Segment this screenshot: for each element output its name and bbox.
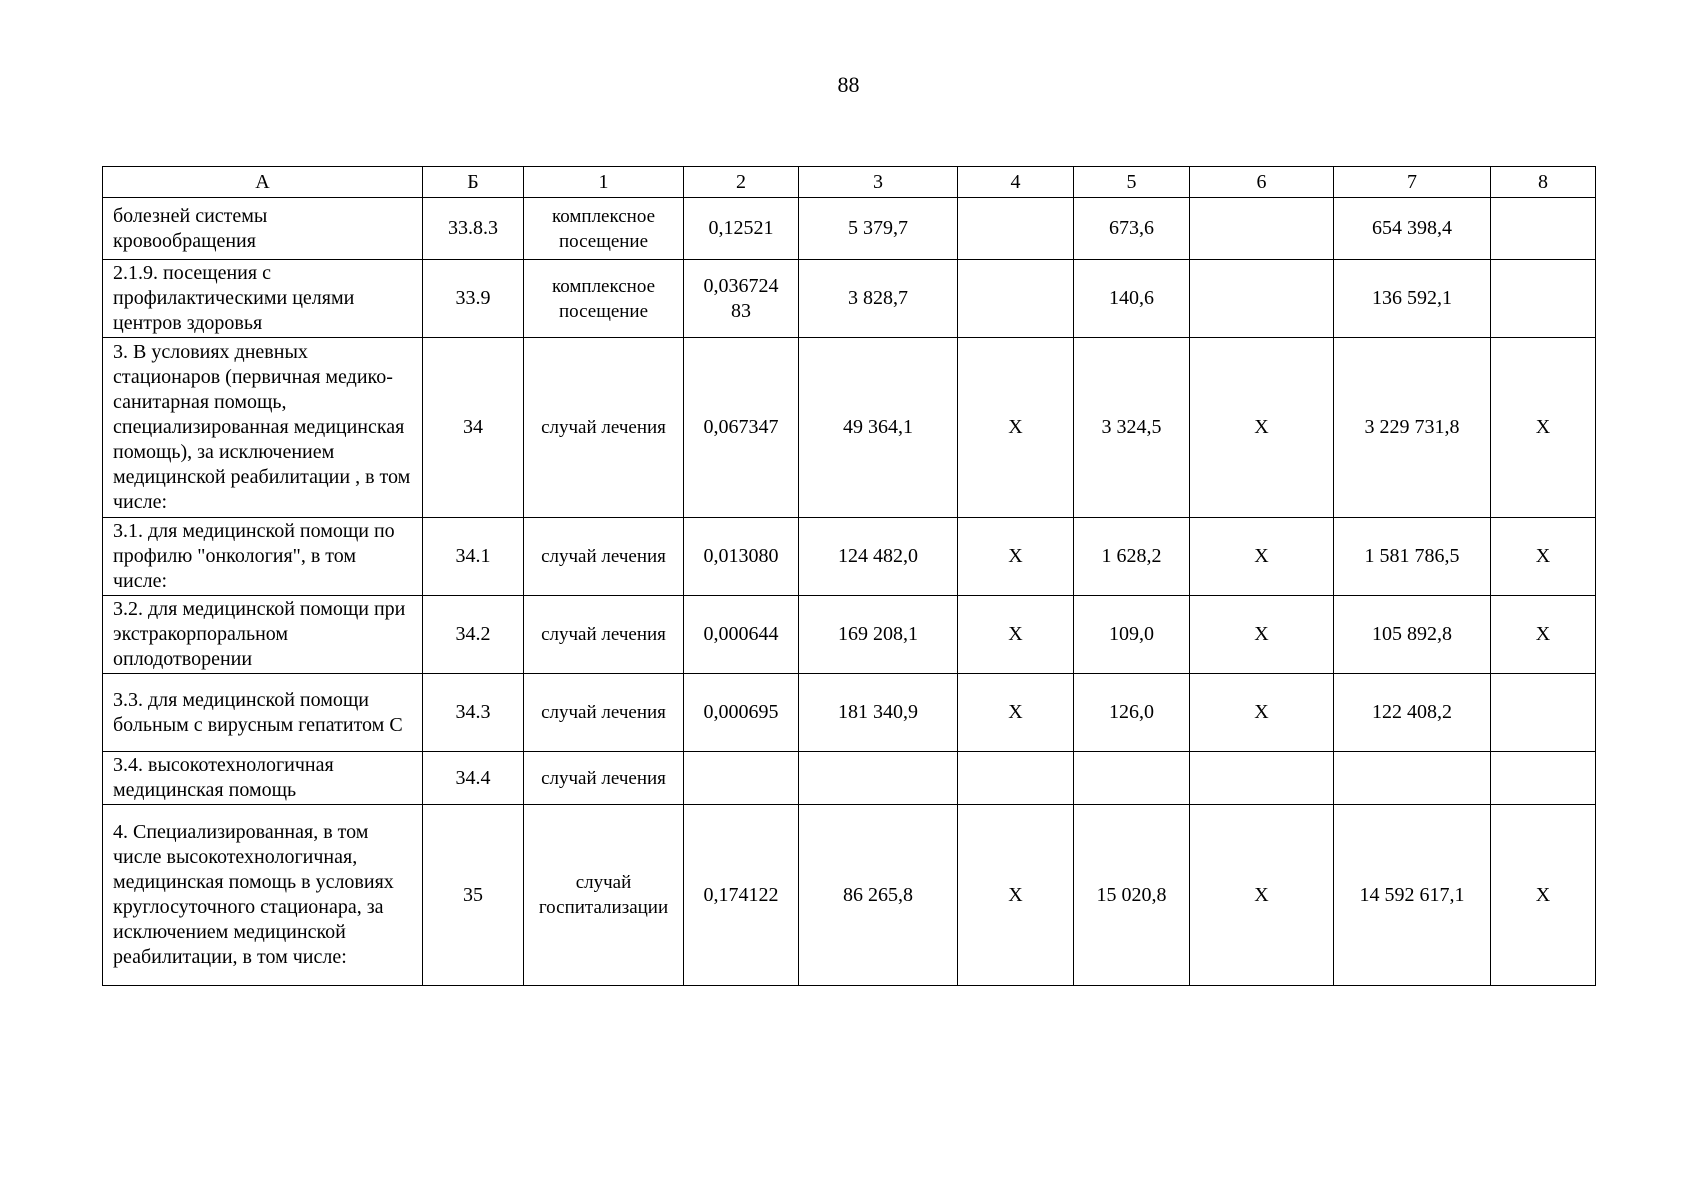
row-code: 34 — [423, 338, 524, 518]
row-value-7: 122 408,2 — [1334, 674, 1491, 752]
row-value-3 — [799, 752, 958, 805]
column-header-7: 7 — [1334, 167, 1491, 198]
row-value-7: 654 398,4 — [1334, 198, 1491, 260]
row-value-2: 0,174122 — [684, 805, 799, 986]
row-value-8 — [1491, 260, 1596, 338]
row-value-8: Х — [1491, 518, 1596, 596]
row-value-3: 86 265,8 — [799, 805, 958, 986]
row-name: 3.2. для медицинской помощи при экстракорпоральном оплодотворении — [103, 596, 423, 674]
row-value-4: Х — [958, 338, 1074, 518]
column-header-5: 5 — [1074, 167, 1190, 198]
row-code: 34.4 — [423, 752, 524, 805]
row-value-3: 49 364,1 — [799, 338, 958, 518]
row-unit: комплексное посещение — [524, 198, 684, 260]
row-unit: случай лечения — [524, 596, 684, 674]
row-value-5: 673,6 — [1074, 198, 1190, 260]
row-value-6 — [1190, 198, 1334, 260]
table-row — [103, 518, 1596, 596]
row-name: 3.4. высокотехнологичная медицинская помощь — [103, 752, 423, 805]
row-value-2: 0,036724 83 — [684, 260, 799, 338]
row-value-7: 3 229 731,8 — [1334, 338, 1491, 518]
row-value-5: 3 324,5 — [1074, 338, 1190, 518]
row-value-6 — [1190, 260, 1334, 338]
row-value-4: Х — [958, 674, 1074, 752]
row-name: 2.1.9. посещения с профилактическими целями центров здоровья — [103, 260, 423, 338]
row-value-7: 136 592,1 — [1334, 260, 1491, 338]
row-value-8 — [1491, 198, 1596, 260]
row-value-4: Х — [958, 518, 1074, 596]
row-value-8: Х — [1491, 805, 1596, 986]
row-value-7: 105 892,8 — [1334, 596, 1491, 674]
row-value-3: 3 828,7 — [799, 260, 958, 338]
row-value-4 — [958, 752, 1074, 805]
table-row — [103, 596, 1596, 674]
column-header-4: 4 — [958, 167, 1074, 198]
row-value-2: 0,067347 — [684, 338, 799, 518]
data-table — [102, 166, 1596, 986]
row-value-5: 15 020,8 — [1074, 805, 1190, 986]
row-unit: случай лечения — [524, 338, 684, 518]
row-unit: случай госпитализации — [524, 805, 684, 986]
page-number: 88 — [837, 72, 860, 97]
row-code: 33.8.3 — [423, 198, 524, 260]
row-value-8: Х — [1491, 596, 1596, 674]
column-header-2: 2 — [684, 167, 799, 198]
row-value-5: 109,0 — [1074, 596, 1190, 674]
row-name: 4. Специализированная, в том числе высокотехнологичная, медицинская помощь в условиях круглосуточного стационара, за исключением медицинской реабилитации, в том числе: — [103, 805, 423, 986]
row-name: 3. В условиях дневных стационаров (первичная медико-санитарная помощь, специализированная медицинская помощь), за исключением медицинской реабилитации , в том числе: — [103, 338, 423, 518]
column-header-b: Б — [423, 167, 524, 198]
row-value-8 — [1491, 674, 1596, 752]
row-value-5: 140,6 — [1074, 260, 1190, 338]
row-unit: случай лечения — [524, 674, 684, 752]
row-value-5: 126,0 — [1074, 674, 1190, 752]
column-header-1: 1 — [524, 167, 684, 198]
row-unit: комплексное посещение — [524, 260, 684, 338]
row-value-6: Х — [1190, 674, 1334, 752]
column-header-8: 8 — [1491, 167, 1596, 198]
row-value-5 — [1074, 752, 1190, 805]
row-value-6 — [1190, 752, 1334, 805]
row-code: 35 — [423, 805, 524, 986]
row-value-8: Х — [1491, 338, 1596, 518]
column-header-a: А — [103, 167, 423, 198]
table-row — [103, 752, 1596, 805]
header-row — [103, 167, 1596, 198]
row-value-4 — [958, 198, 1074, 260]
row-code: 34.2 — [423, 596, 524, 674]
row-unit: случай лечения — [524, 518, 684, 596]
table-row — [103, 805, 1596, 986]
row-value-7: 14 592 617,1 — [1334, 805, 1491, 986]
table-row — [103, 338, 1596, 518]
row-value-7 — [1334, 752, 1491, 805]
row-code: 33.9 — [423, 260, 524, 338]
row-code: 34.3 — [423, 674, 524, 752]
row-value-5: 1 628,2 — [1074, 518, 1190, 596]
row-value-4 — [958, 260, 1074, 338]
row-value-6: Х — [1190, 596, 1334, 674]
row-value-6: Х — [1190, 805, 1334, 986]
row-value-4: Х — [958, 805, 1074, 986]
row-value-6: Х — [1190, 338, 1334, 518]
table-row — [103, 198, 1596, 260]
row-unit: случай лечения — [524, 752, 684, 805]
row-value-2: 0,013080 — [684, 518, 799, 596]
row-name: болезней системы кровообращения — [103, 198, 423, 260]
row-value-7: 1 581 786,5 — [1334, 518, 1491, 596]
row-value-3: 124 482,0 — [799, 518, 958, 596]
row-value-2: 0,000695 — [684, 674, 799, 752]
column-header-6: 6 — [1190, 167, 1334, 198]
row-value-3: 5 379,7 — [799, 198, 958, 260]
row-value-2: 0,12521 — [684, 198, 799, 260]
row-name: 3.1. для медицинской помощи по профилю "онкология", в том числе: — [103, 518, 423, 596]
column-header-3: 3 — [799, 167, 958, 198]
row-code: 34.1 — [423, 518, 524, 596]
row-value-3: 169 208,1 — [799, 596, 958, 674]
row-value-2: 0,000644 — [684, 596, 799, 674]
row-value-2 — [684, 752, 799, 805]
row-value-4: Х — [958, 596, 1074, 674]
row-name: 3.3. для медицинской помощи больным с вирусным гепатитом С — [103, 674, 423, 752]
row-value-6: Х — [1190, 518, 1334, 596]
row-value-8 — [1491, 752, 1596, 805]
table-row — [103, 674, 1596, 752]
table-row — [103, 260, 1596, 338]
row-value-3: 181 340,9 — [799, 674, 958, 752]
